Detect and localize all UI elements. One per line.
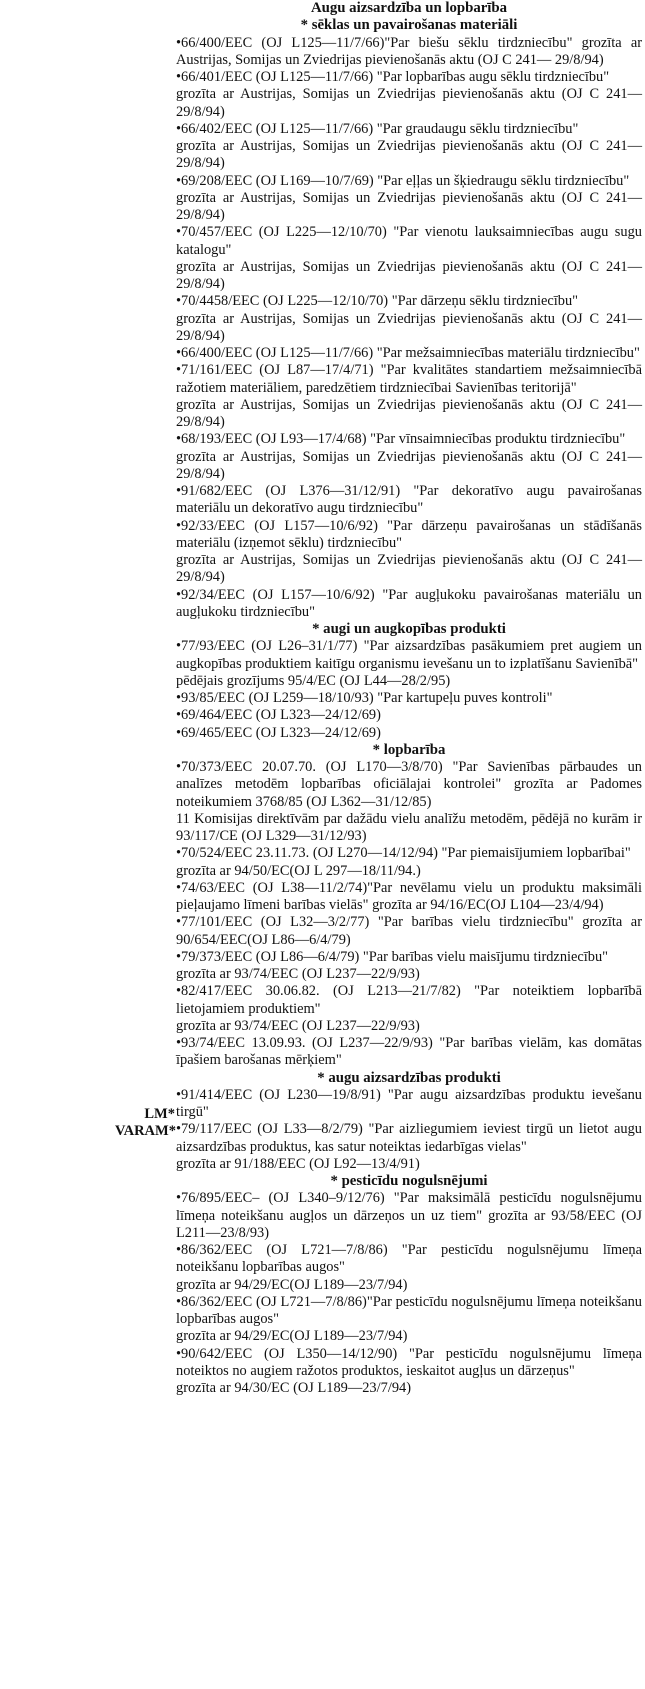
directive-entry: grozīta ar Austrijas, Somijas un Zviedrijas pievienošanās aktu (OJ C 241— 29/8/94) xyxy=(176,396,642,430)
directive-entry: •66/400/EEC (OJ L125—11/7/66) "Par mežsaimniecības materiālu tirdzniecību" xyxy=(176,345,640,361)
directive-entry: grozīta ar Austrijas, Somijas un Zviedrijas pievienošanās aktu (OJ C 241— 29/8/94) xyxy=(176,189,642,223)
directive-entry: •69/465/EEC (OJ L323—24/12/69) xyxy=(176,724,381,741)
directive-entry: grozīta ar 93/74/EEC (OJ L237—22/9/93) xyxy=(176,966,420,982)
section-heading: Augu aizsardzība un lopbarība xyxy=(310,0,508,16)
directive-entry: •77/101/EEC (OJ L32—3/2/77) "Par barības vielu tirdzniecību" grozīta ar 90/654/EEC(OJ L86—6/4/79) xyxy=(176,914,642,948)
section-heading: * pesticīdu nogulsnējumi xyxy=(330,1173,488,1189)
directive-entry: •92/33/EEC (OJ L157—10/6/92) "Par dārzeņu pavairošanas un stādīšanās materiālu (izņemot sēklu) tirdzniecību" xyxy=(176,517,642,551)
directive-entry: •71/161/EEC (OJ L87—17/4/71) "Par kvalitātes standartiem mežsaimniecībā ražotiem materiāliem, paredzētiem tirdzniecībai Savienības teritorijā" xyxy=(176,362,642,396)
directive-entry: •74/63/EEC (OJ L38—11/2/74)"Par nevēlamu vielu un produktu maksimāli pieļaujamo līmeni barības vielās" grozīta ar 94/16/EC(OJ L104—23/4/94) xyxy=(176,879,642,913)
directive-entry: •69/208/EEC (OJ L169—10/7/69) "Par eļļas un šķiedraugu sēklu tirdzniecību" xyxy=(176,172,630,189)
section-heading: * sēklas un pavairošanas materiāli xyxy=(300,17,518,34)
directive-entry: •91/682/EEC (OJ L376—31/12/91) "Par dekoratīvo augu pavairošanas materiālu un dekoratīvo augu tirdzniecību" xyxy=(176,483,642,517)
directive-entry: •70/4458/EEC (OJ L225—12/10/70) "Par dārzeņu sēklu tirdzniecību" xyxy=(176,293,579,310)
directive-entry: •69/464/EEC (OJ L323—24/12/69) xyxy=(176,707,381,724)
directive-entry: •82/417/EEC 30.06.82. (OJ L213—21/7/82) "Par noteiktiem lopbarībā lietojamiem produktiem" xyxy=(176,983,642,1017)
directive-entry: •66/400/EEC (OJ L125—11/7/66)"Par biešu sēklu tirdzniecību" grozīta ar Austrijas, Somijas un Zviedrijas pievienošanās aktu (OJ C 241— 29/8/94) xyxy=(176,34,642,68)
directive-entry: grozīta ar Austrijas, Somijas un Zviedrijas pievienošanās aktu (OJ C 241— 29/8/94) xyxy=(176,448,642,482)
directive-entry: 11 Komisijas direktīvām par dažādu vielu analīžu metodēm, pēdējā no kurām ir 93/117/CE (OJ L329—31/12/93) xyxy=(176,810,642,844)
directive-entry: •79/117/EEC (OJ L33—8/2/79) "Par aizliegumiem ieviest tirgū un lietot augu aizsardzības produktus, kas satur noteiktas iedarbīgas vielas" xyxy=(176,1121,642,1155)
directive-entry: grozīta ar 94/29/EC(OJ L189—23/7/94) xyxy=(176,1328,408,1345)
section-heading: * augi un augkopības produkti xyxy=(312,621,506,637)
directive-entry: •70/524/EEC 23.11.73. (OJ L270—14/12/94) "Par piemaisījumiem lopbarībai" xyxy=(176,845,631,862)
directive-entry: grozīta ar Austrijas, Somijas un Zviedrijas pievienošanās aktu (OJ C 241— 29/8/94) xyxy=(176,310,642,344)
directive-entry: grozīta ar 94/50/EC(OJ L 297—18/11/94.) xyxy=(176,862,421,879)
directive-entry: •92/34/EEC (OJ L157—10/6/92) "Par augļukoku pavairošanas materiālu un augļukoku tirdzniecību" xyxy=(176,586,642,620)
directive-entry: grozīta ar 94/29/EC(OJ L189—23/7/94) xyxy=(176,1276,408,1293)
directive-entry: •93/85/EEC (OJ L259—18/10/93) "Par kartupeļu puves kontroli" xyxy=(176,690,553,706)
directive-entry: •76/895/EEC– (OJ L340–9/12/76) "Par maksimālā pesticīdu nogulsnējumu līmeņa noteikšanu augļos un dārzeņos un uz tiem" grozīta ar 93/58/EEC (OJ L211—23/8/93) xyxy=(176,1190,642,1241)
directive-entry: grozīta ar Austrijas, Somijas un Zviedrijas pievienošanās aktu (OJ C 241— 29/8/94) xyxy=(176,258,642,292)
directive-entry: •93/74/EEC 13.09.93. (OJ L237—22/9/93) "Par barības vielām, kas domātas īpašiem barošanas mērķiem" xyxy=(176,1035,642,1069)
directive-entry: grozīta ar 91/188/EEC (OJ L92—13/4/91) xyxy=(176,1155,420,1172)
directive-entry: pēdējais grozījums 95/4/EC (OJ L44—28/2/95) xyxy=(176,672,451,689)
text-column xyxy=(176,0,642,1397)
directive-entry: •70/457/EEC (OJ L225—12/10/70) "Par vienotu lauksaimniecības augu sugu katalogu" xyxy=(176,224,642,258)
directive-entry: •90/642/EEC (OJ L350—14/12/90) "Par pesticīdu nogulsnējumu līmeņa noteiktos no augiem ražotos produktos, ieskaitot augļus un dārzeņus" xyxy=(176,1345,642,1379)
margin-label-lm: LM* xyxy=(144,1106,175,1122)
directive-entry: •86/362/EEC (OJ L721—7/8/86)"Par pesticīdu nogulsnējumu līmeņa noteikšanu lopbarības augos" xyxy=(176,1293,642,1327)
directive-entry: •86/362/EEC (OJ L721—7/8/86) "Par pesticīdu nogulsnējumu līmeņa noteikšanu lopbarības augos" xyxy=(176,1242,642,1276)
directive-entry: •70/373/EEC 20.07.70. (OJ L170—3/8/70) "Par Savienības pārbaudes un analīzes metodēm lopbarības oficiālajai kontrolei" grozīta ar Padomes noteikumiem 3768/85 (OJ L362—31/12/85) xyxy=(176,759,642,810)
directive-entry: •91/414/EEC (OJ L230—19/8/91) "Par augu aizsardzības produktu ievešanu tirgū" xyxy=(176,1086,642,1120)
margin-label-varam: VARAM* xyxy=(115,1123,176,1139)
directive-entry: •66/402/EEC (OJ L125—11/7/66) "Par graudaugu sēklu tirdzniecību" xyxy=(176,120,579,137)
directive-entry: •68/193/EEC (OJ L93—17/4/68) "Par vīnsaimniecības produktu tirdzniecību" xyxy=(176,431,626,448)
section-heading: * augu aizsardzības produkti xyxy=(317,1069,501,1086)
directive-entry: grozīta ar Austrijas, Somijas un Zviedrijas pievienošanās aktu (OJ C 241— 29/8/94) xyxy=(176,86,642,120)
section-heading: * lopbarība xyxy=(372,741,446,758)
directive-entry: grozīta ar Austrijas, Somijas un Zviedrijas pievienošanās aktu (OJ C 241— 29/8/94) xyxy=(176,552,642,586)
directive-entry: •77/93/EEC (OJ L26–31/1/77) "Par aizsardzības pasākumiem pret augiem un augkopības produktiem kaitīgu organismu ievešanu un to izplatīšanu Savienībā" xyxy=(176,638,642,672)
directive-entry: grozīta ar Austrijas, Somijas un Zviedrijas pievienošanās aktu (OJ C 241— 29/8/94) xyxy=(176,138,642,172)
directive-entry: grozīta ar 93/74/EEC (OJ L237—22/9/93) xyxy=(176,1017,420,1034)
directive-entry: •66/401/EEC (OJ L125—11/7/66) "Par lopbarības augu sēklu tirdzniecību" xyxy=(176,69,610,85)
directive-entry: •79/373/EEC (OJ L86—6/4/79) "Par barības vielu maisījumu tirdzniecību" xyxy=(176,948,609,965)
directive-entry: grozīta ar 94/30/EC (OJ L189—23/7/94) xyxy=(176,1380,412,1396)
